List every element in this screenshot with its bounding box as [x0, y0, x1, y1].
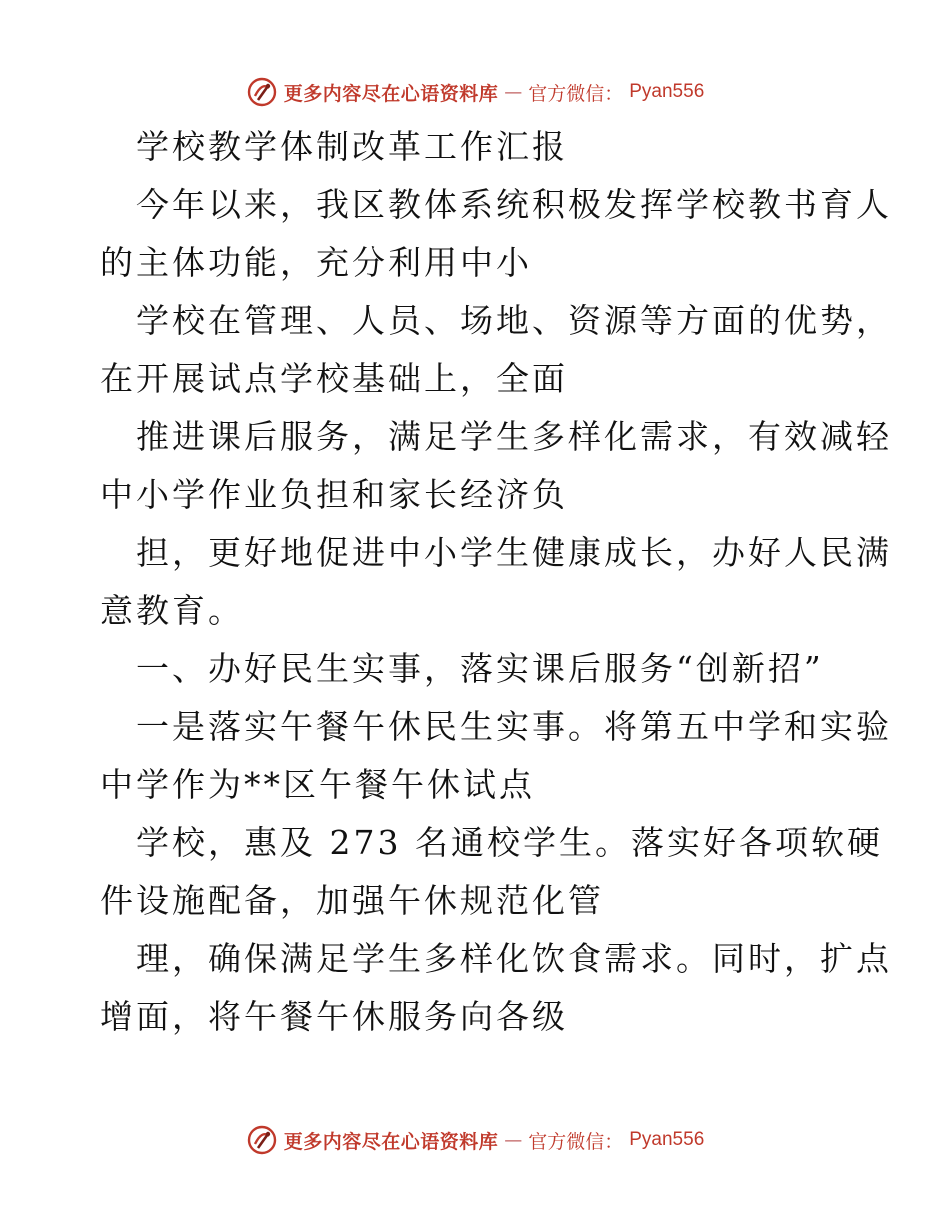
header-site-text: 更多内容尽在心语资料库: [283, 82, 499, 105]
text-line: 担，更好地促进中小学生健康成长，办好人民满: [136, 533, 892, 572]
logo-icon: [246, 1124, 278, 1156]
footer-site-text: 更多内容尽在心语资料库: [283, 1130, 499, 1153]
text-line: 推进课后服务，满足学生多样化需求，有效减轻: [136, 417, 892, 456]
footer-wechat-label: 官方微信：: [528, 1130, 624, 1153]
footer-watermark: [0, 1120, 950, 1160]
text-line: 一、办好民生实事，落实课后服务“创新招”: [136, 649, 824, 688]
text-line: 学校，惠及 273 名通校学生。落实好各项软硬: [136, 823, 883, 862]
text-line: 学校教学体制改革工作汇报: [136, 127, 568, 166]
header-wechat-id: Pyan556: [629, 81, 705, 102]
text-line: 的主体功能，充分利用中小: [100, 243, 532, 282]
text-line: 意教育。: [100, 591, 244, 630]
document-body: [100, 118, 892, 1046]
text-line: 件设施配备，加强午休规范化管: [100, 881, 604, 920]
text-line: 在开展试点学校基础上，全面: [100, 359, 568, 398]
footer-wechat-id: Pyan556: [629, 1129, 705, 1150]
text-line: 增面，将午餐午休服务向各级: [100, 997, 568, 1036]
text-line: 中学作为**区午餐午休试点: [100, 765, 535, 804]
header-wechat-label: 官方微信：: [528, 82, 624, 105]
footer-separator: —: [504, 1129, 523, 1151]
text-line: 今年以来，我区教体系统积极发挥学校教书育人: [136, 185, 892, 224]
logo-icon: [246, 76, 278, 108]
text-line: 一是落实午餐午休民生实事。将第五中学和实验: [136, 707, 892, 746]
text-line: 中小学作业负担和家长经济负: [100, 475, 568, 514]
header-separator: —: [504, 81, 523, 103]
text-line: 学校在管理、人员、场地、资源等方面的优势，: [136, 301, 892, 340]
header-watermark: [0, 72, 950, 112]
text-line: 理，确保满足学生多样化饮食需求。同时，扩点: [136, 939, 892, 978]
